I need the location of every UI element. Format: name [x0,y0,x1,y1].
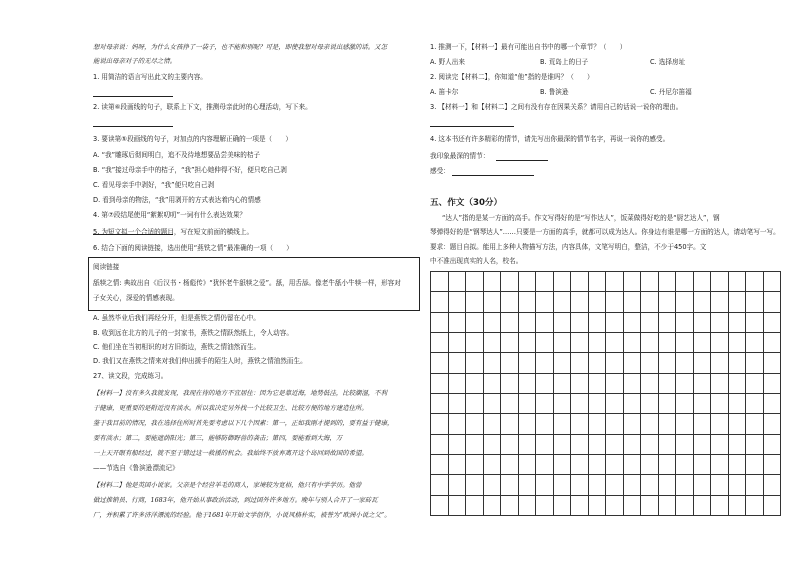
reading-link-line-2: 子女关心，深爱的情感表现。 [93,294,179,302]
grid-cell[interactable] [536,272,554,292]
grid-cell[interactable] [589,475,607,495]
grid-cell[interactable] [659,333,677,353]
grid-cell[interactable] [694,374,712,394]
grid-cell[interactable] [711,394,729,414]
grid-cell[interactable] [641,292,659,312]
grid-cell[interactable] [449,455,467,475]
grid-cell[interactable] [676,455,694,475]
grid-cell[interactable] [694,475,712,495]
grid-cell[interactable] [449,394,467,414]
grid-cell[interactable] [449,435,467,455]
composition-prompt-line-1: “达人”指的是某一方面的高手。作文写得好的是“写作达人”，饭菜做得好吃的是“厨艺达人”，钢 [442,214,720,222]
grid-cell[interactable] [676,475,694,495]
grid-cell[interactable] [519,475,537,495]
passage-ending-line-1: 想对母亲说：妈呀，为什么女孩挣了一袋子，也不能和别呢？可是，即使我想对母亲说出感激的话。又怎 [93,43,387,51]
grid-cell[interactable] [624,435,642,455]
favorite-plot-label: 我印象最深的情节： [430,152,490,160]
grid-cell[interactable] [606,394,624,414]
grid-cell[interactable] [554,455,572,475]
grid-cell[interactable] [589,272,607,292]
grid-cell[interactable] [431,353,449,373]
grid-cell[interactable] [554,313,572,333]
grid-cell[interactable] [571,374,589,394]
grid-cell[interactable] [711,313,729,333]
grid-cell[interactable] [641,455,659,475]
grid-cell[interactable] [501,496,519,516]
grid-cell[interactable] [589,496,607,516]
question-2: 2. 读第⑥段画线的句子，联系上下文，推测母亲此时的心理活动，写下来。 [93,103,312,111]
grid-cell[interactable] [746,455,764,475]
grid-cell[interactable] [484,455,502,475]
grid-cell[interactable] [466,394,484,414]
grid-cell[interactable] [484,394,502,414]
essay-writing-grid[interactable] [430,271,781,516]
grid-cell[interactable] [536,313,554,333]
grid-cell[interactable] [746,394,764,414]
grid-cell[interactable] [729,292,747,312]
grid-cell[interactable] [624,455,642,475]
grid-cell[interactable] [729,435,747,455]
grid-cell[interactable] [589,374,607,394]
grid-cell[interactable] [466,272,484,292]
grid-cell[interactable] [606,455,624,475]
answer-line-q1[interactable] [93,96,173,97]
grid-cell[interactable] [641,374,659,394]
grid-cell[interactable] [501,353,519,373]
grid-cell[interactable] [589,353,607,373]
grid-cell[interactable] [764,394,782,414]
favorite-plot-field[interactable] [496,160,548,161]
grid-cell[interactable] [606,333,624,353]
grid-cell[interactable] [711,272,729,292]
grid-cell[interactable] [624,496,642,516]
question-6-option-b: B. 收到远在北方的儿子的一封家书，燕铁之情跃然纸上，令人动容。 [93,329,293,337]
grid-cell[interactable] [519,496,537,516]
grid-cell[interactable] [431,333,449,353]
grid-cell[interactable] [676,414,694,434]
grid-cell[interactable] [694,313,712,333]
grid-cell[interactable] [711,475,729,495]
grid-cell[interactable] [519,353,537,373]
feeling-field[interactable] [452,175,534,176]
grid-cell[interactable] [571,496,589,516]
grid-cell[interactable] [659,394,677,414]
grid-cell[interactable] [676,435,694,455]
grid-cell[interactable] [694,394,712,414]
grid-cell[interactable] [501,435,519,455]
grid-cell[interactable] [711,414,729,434]
grid-cell[interactable] [641,394,659,414]
grid-cell[interactable] [711,333,729,353]
section-heading-composition: 五、作文（30分） [430,198,503,208]
grid-cell[interactable] [431,496,449,516]
grid-cell[interactable] [641,313,659,333]
grid-cell[interactable] [729,394,747,414]
grid-cell[interactable] [746,292,764,312]
grid-cell[interactable] [746,313,764,333]
grid-cell[interactable] [711,455,729,475]
grid-cell[interactable] [589,292,607,312]
answer-line-right-q3[interactable] [430,126,514,127]
grid-cell[interactable] [554,435,572,455]
grid-cell[interactable] [641,496,659,516]
grid-cell[interactable] [536,435,554,455]
grid-cell[interactable] [589,414,607,434]
grid-cell[interactable] [449,496,467,516]
material-1-line-3: 鉴于我目前的情况，我在选择住所时首先要考虑以下几个因素：第一，正如我刚才提到的，要有益于健康， [93,419,394,427]
grid-cell[interactable] [571,455,589,475]
grid-cell[interactable] [449,272,467,292]
grid-cell[interactable] [554,353,572,373]
grid-cell[interactable] [624,475,642,495]
right-question-3: 3. 【材料一】和【材料二】之间有没有存在因果关系？请用自己的话说一说你的理由。 [430,103,683,111]
grid-cell[interactable] [641,435,659,455]
grid-cell[interactable] [449,333,467,353]
material-2-line-3: 厂，并积累了许多济洋漂流的经验。他于1681年开始文学创作，小说风格朴实，被誉为“欧洲小说之父”。 [93,511,391,519]
grid-cell[interactable] [676,272,694,292]
grid-cell[interactable] [431,414,449,434]
grid-cell[interactable] [519,394,537,414]
right-question-1-option-c: C. 选择房址 [650,58,686,66]
material-1-source: ——节选自《鲁滨逊漂流记》 [93,464,179,472]
grid-cell[interactable] [536,374,554,394]
answer-line-q2[interactable] [93,126,173,127]
grid-cell[interactable] [624,313,642,333]
grid-cell[interactable] [589,455,607,475]
grid-cell[interactable] [711,496,729,516]
grid-cell[interactable] [449,374,467,394]
grid-cell[interactable] [746,272,764,292]
material-1-line-4: 要有淡水；第二，要能遮荫阳光；第三，能够防御野兽的袭击；第四，要能看到大海，万 [93,434,343,442]
grid-cell[interactable] [746,333,764,353]
reading-link-line-1: 舐犊之情: 典故出自《后汉书・杨彪传》“犹怀老牛舐犊之爱”。舐，用舌舔。像老牛舐小牛犊一样，形容对 [93,279,401,287]
grid-cell[interactable] [711,292,729,312]
grid-cell[interactable] [519,292,537,312]
grid-cell[interactable] [554,292,572,312]
grid-cell[interactable] [676,353,694,373]
grid-cell[interactable] [764,272,782,292]
grid-cell[interactable] [624,333,642,353]
question-4: 4. 第⑦段结尾使用“絮絮叨叨”一词有什么表达效果？ [93,211,247,219]
reading-link-title: 阅读链接 [93,263,120,271]
grid-cell[interactable] [659,272,677,292]
grid-cell[interactable] [466,353,484,373]
grid-cell[interactable] [659,414,677,434]
grid-cell[interactable] [484,374,502,394]
grid-cell[interactable] [659,353,677,373]
grid-cell[interactable] [449,313,467,333]
grid-cell[interactable] [676,374,694,394]
grid-cell[interactable] [764,313,782,333]
grid-cell[interactable] [746,374,764,394]
grid-cell[interactable] [764,475,782,495]
grid-cell[interactable] [764,333,782,353]
grid-cell[interactable] [606,435,624,455]
grid-cell[interactable] [519,333,537,353]
grid-cell[interactable] [676,292,694,312]
grid-cell[interactable] [676,313,694,333]
right-question-1-option-b: B. 荒岛上的日子 [540,58,589,66]
material-1-line-5: 一上天开眼有船经过，就不至于错过这一救援的机会。我始终不放弃离开这个岛回到故国的希望。 [93,449,368,457]
grid-cell[interactable] [431,313,449,333]
grid-cell[interactable] [501,272,519,292]
grid-cell[interactable] [729,496,747,516]
grid-cell[interactable] [554,394,572,414]
right-question-2-option-a: A. 笛卡尔 [430,88,459,96]
grid-cell[interactable] [694,292,712,312]
grid-cell[interactable] [554,374,572,394]
grid-cell[interactable] [431,374,449,394]
grid-cell[interactable] [554,414,572,434]
grid-cell[interactable] [431,394,449,414]
grid-cell[interactable] [606,414,624,434]
grid-cell[interactable] [589,435,607,455]
grid-cell[interactable] [606,496,624,516]
grid-cell[interactable] [536,455,554,475]
grid-cell[interactable] [519,435,537,455]
grid-cell[interactable] [536,353,554,373]
grid-cell[interactable] [729,475,747,495]
grid-cell[interactable] [694,435,712,455]
grid-cell[interactable] [519,374,537,394]
grid-cell[interactable] [536,414,554,434]
right-question-1-option-a: A. 野人出来 [430,58,465,66]
material-1-line-1: 【材料一】没有多久我就发现，我现在待的地方不宜居住：因为它是靠近海，地势低洼，比较潮湿，不利 [93,389,387,397]
grid-cell[interactable] [571,414,589,434]
grid-cell[interactable] [571,394,589,414]
composition-prompt-line-3: 要求：题目自拟。能用上多种人物描写方法，内容具体，文笔写明白，整洁，不少于450字。文 [430,243,707,251]
grid-cell[interactable] [466,374,484,394]
grid-cell[interactable] [571,435,589,455]
grid-cell[interactable] [659,475,677,495]
grid-cell[interactable] [519,455,537,475]
grid-cell[interactable] [589,313,607,333]
grid-cell[interactable] [694,333,712,353]
grid-cell[interactable] [484,435,502,455]
grid-cell[interactable] [659,313,677,333]
grid-cell[interactable] [554,333,572,353]
passage-ending-line-2: 能说出母亲对子的无尽之情。 [93,57,177,65]
grid-cell[interactable] [711,374,729,394]
grid-cell[interactable] [449,414,467,434]
grid-cell[interactable] [484,272,502,292]
grid-cell[interactable] [501,455,519,475]
grid-cell[interactable] [676,333,694,353]
grid-cell[interactable] [449,475,467,495]
grid-cell[interactable] [606,353,624,373]
grid-cell[interactable] [536,292,554,312]
grid-cell[interactable] [484,292,502,312]
grid-cell[interactable] [431,292,449,312]
question-5: 5. 为短文拟一个合适的题目，写在短文前面的横线上。 [93,228,254,236]
grid-cell[interactable] [484,333,502,353]
composition-prompt-line-2: 琴弹得好的是“钢琴达人”……只要是一方面的高手，就都可以成为达人。你身边有谁是哪一方面的达人，请动笔写一写。 [430,228,780,236]
question-3-option-a: A. “我”雕琢后彻间明白，追不及待地想要品尝美味的桔子 [93,151,261,159]
grid-cell[interactable] [484,414,502,434]
grid-cell[interactable] [536,496,554,516]
grid-cell[interactable] [571,313,589,333]
grid-cell[interactable] [501,333,519,353]
grid-cell[interactable] [764,435,782,455]
grid-cell[interactable] [711,435,729,455]
grid-cell[interactable] [519,313,537,333]
grid-cell[interactable] [764,496,782,516]
grid-cell[interactable] [519,414,537,434]
grid-cell[interactable] [676,394,694,414]
grid-cell[interactable] [641,333,659,353]
question-6-option-a: A. 虽然毕业后我们再经分开，但是燕铁之情仍留在心中。 [93,314,260,322]
question-1: 1. 用简洁的语言写出此文的主要内容。 [93,73,207,81]
grid-cell[interactable] [624,353,642,373]
question-3-option-b: B. “我”接过母亲手中的桔子，“我”担心她伸得不好，便只吃自己剥 [93,166,287,174]
grid-cell[interactable] [519,272,537,292]
material-2-line-2: 做过推销员、行商，1683年，他开始从事政治活动，到过国外许多地方。晚年与别人合开了一家砖瓦 [93,496,378,504]
grid-cell[interactable] [659,496,677,516]
right-question-2-option-c: C. 丹尼尔笛福 [650,88,692,96]
question-6-option-c: C. 他们坐在当初相识的对方旧街边，燕铁之情油然而生。 [93,343,261,351]
grid-cell[interactable] [536,333,554,353]
grid-cell[interactable] [484,475,502,495]
material-1-line-2: 于健康，更重要的是附近没有淡水。所以我决定另外找一个比较卫生、比较方便的地方建造住所。 [93,404,368,412]
grid-cell[interactable] [466,333,484,353]
grid-cell[interactable] [449,292,467,312]
question-6-option-d: D. 我们又在燕铁之情来对我们伸出援手的陌生人时，燕铁之情油然而生。 [93,357,307,365]
feeling-label: 感受： [430,167,450,175]
question-27: 27、读文段，完成练习。 [93,372,168,380]
grid-cell[interactable] [589,333,607,353]
grid-cell[interactable] [589,394,607,414]
grid-cell[interactable] [746,496,764,516]
composition-prompt-line-4: 中不准出现真实的人名，校名。 [430,257,523,265]
question-3-option-c: C. 看见母亲手中剥好，“我”便只吃自己剥 [93,181,215,189]
grid-cell[interactable] [466,435,484,455]
grid-cell[interactable] [729,455,747,475]
grid-cell[interactable] [449,353,467,373]
grid-cell[interactable] [606,374,624,394]
grid-cell[interactable] [484,496,502,516]
grid-cell[interactable] [501,414,519,434]
grid-cell[interactable] [536,475,554,495]
grid-cell[interactable] [746,475,764,495]
grid-cell[interactable] [624,292,642,312]
grid-cell[interactable] [501,374,519,394]
grid-cell[interactable] [764,414,782,434]
grid-cell[interactable] [729,333,747,353]
grid-cell[interactable] [431,475,449,495]
grid-cell[interactable] [659,374,677,394]
question-6: 6. 结合下面的阅读链接，选出使用“燕铁之情”最准确的一项（ ） [93,244,293,252]
grid-cell[interactable] [484,313,502,333]
grid-cell[interactable] [606,272,624,292]
grid-cell[interactable] [624,374,642,394]
grid-cell[interactable] [466,292,484,312]
grid-cell[interactable] [466,414,484,434]
grid-cell[interactable] [659,292,677,312]
grid-cell[interactable] [729,374,747,394]
grid-cell[interactable] [501,475,519,495]
grid-cell[interactable] [571,475,589,495]
grid-cell[interactable] [729,272,747,292]
grid-cell[interactable] [694,414,712,434]
grid-cell[interactable] [571,292,589,312]
grid-cell[interactable] [711,353,729,373]
material-2-line-1: 【材料二】他是英国小说家。父亲是个经营羊毛的商人，家境较为宽裕，他只有中学学历。他曾 [93,481,362,489]
grid-cell[interactable] [694,353,712,373]
right-question-4: 4. 这本书还有许多精彩的情节，请先写出你最深的情节名字，再说一说你的感受。 [430,135,670,143]
grid-cell[interactable] [764,455,782,475]
grid-cell[interactable] [466,496,484,516]
grid-cell[interactable] [606,313,624,333]
grid-cell[interactable] [676,496,694,516]
grid-cell[interactable] [764,292,782,312]
grid-cell[interactable] [659,455,677,475]
grid-cell[interactable] [466,455,484,475]
grid-cell[interactable] [694,455,712,475]
grid-cell[interactable] [746,435,764,455]
grid-cell[interactable] [571,353,589,373]
grid-cell[interactable] [554,475,572,495]
grid-cell[interactable] [466,313,484,333]
grid-cell[interactable] [694,272,712,292]
grid-cell[interactable] [554,496,572,516]
grid-cell[interactable] [554,272,572,292]
right-question-2-option-b: B. 鲁滨逊 [540,88,569,96]
grid-cell[interactable] [746,414,764,434]
grid-cell[interactable] [641,353,659,373]
grid-cell[interactable] [729,414,747,434]
question-3-option-d: D. 看到母亲的物法，“我”用剥开的方式表达着内心的情感 [93,196,261,204]
grid-cell[interactable] [484,353,502,373]
grid-cell[interactable] [659,435,677,455]
grid-cell[interactable] [466,475,484,495]
grid-cell[interactable] [641,272,659,292]
grid-cell[interactable] [431,272,449,292]
grid-cell[interactable] [641,414,659,434]
grid-cell[interactable] [571,272,589,292]
grid-cell[interactable] [624,394,642,414]
grid-cell[interactable] [764,353,782,373]
grid-cell[interactable] [536,394,554,414]
grid-cell[interactable] [606,475,624,495]
grid-cell[interactable] [606,292,624,312]
grid-cell[interactable] [624,414,642,434]
right-question-1: 1. 推测一下，【材料一】最有可能出自书中的哪一个章节？（ ） [430,43,627,51]
grid-cell[interactable] [501,313,519,333]
grid-cell[interactable] [694,496,712,516]
grid-cell[interactable] [746,353,764,373]
grid-cell[interactable] [431,455,449,475]
grid-cell[interactable] [764,374,782,394]
grid-cell[interactable] [729,313,747,333]
grid-cell[interactable] [641,475,659,495]
grid-cell[interactable] [571,333,589,353]
grid-cell[interactable] [501,292,519,312]
question-3: 3. 要读第⑤段画线的句子，对加点的内容理解正确的一项是（ ） [93,135,292,143]
grid-cell[interactable] [729,353,747,373]
right-question-2: 2. 阅读完【材料二】，你知道“他”指的是谁吗？（ ） [430,73,594,81]
grid-cell[interactable] [501,394,519,414]
grid-cell[interactable] [624,272,642,292]
grid-cell[interactable] [431,435,449,455]
